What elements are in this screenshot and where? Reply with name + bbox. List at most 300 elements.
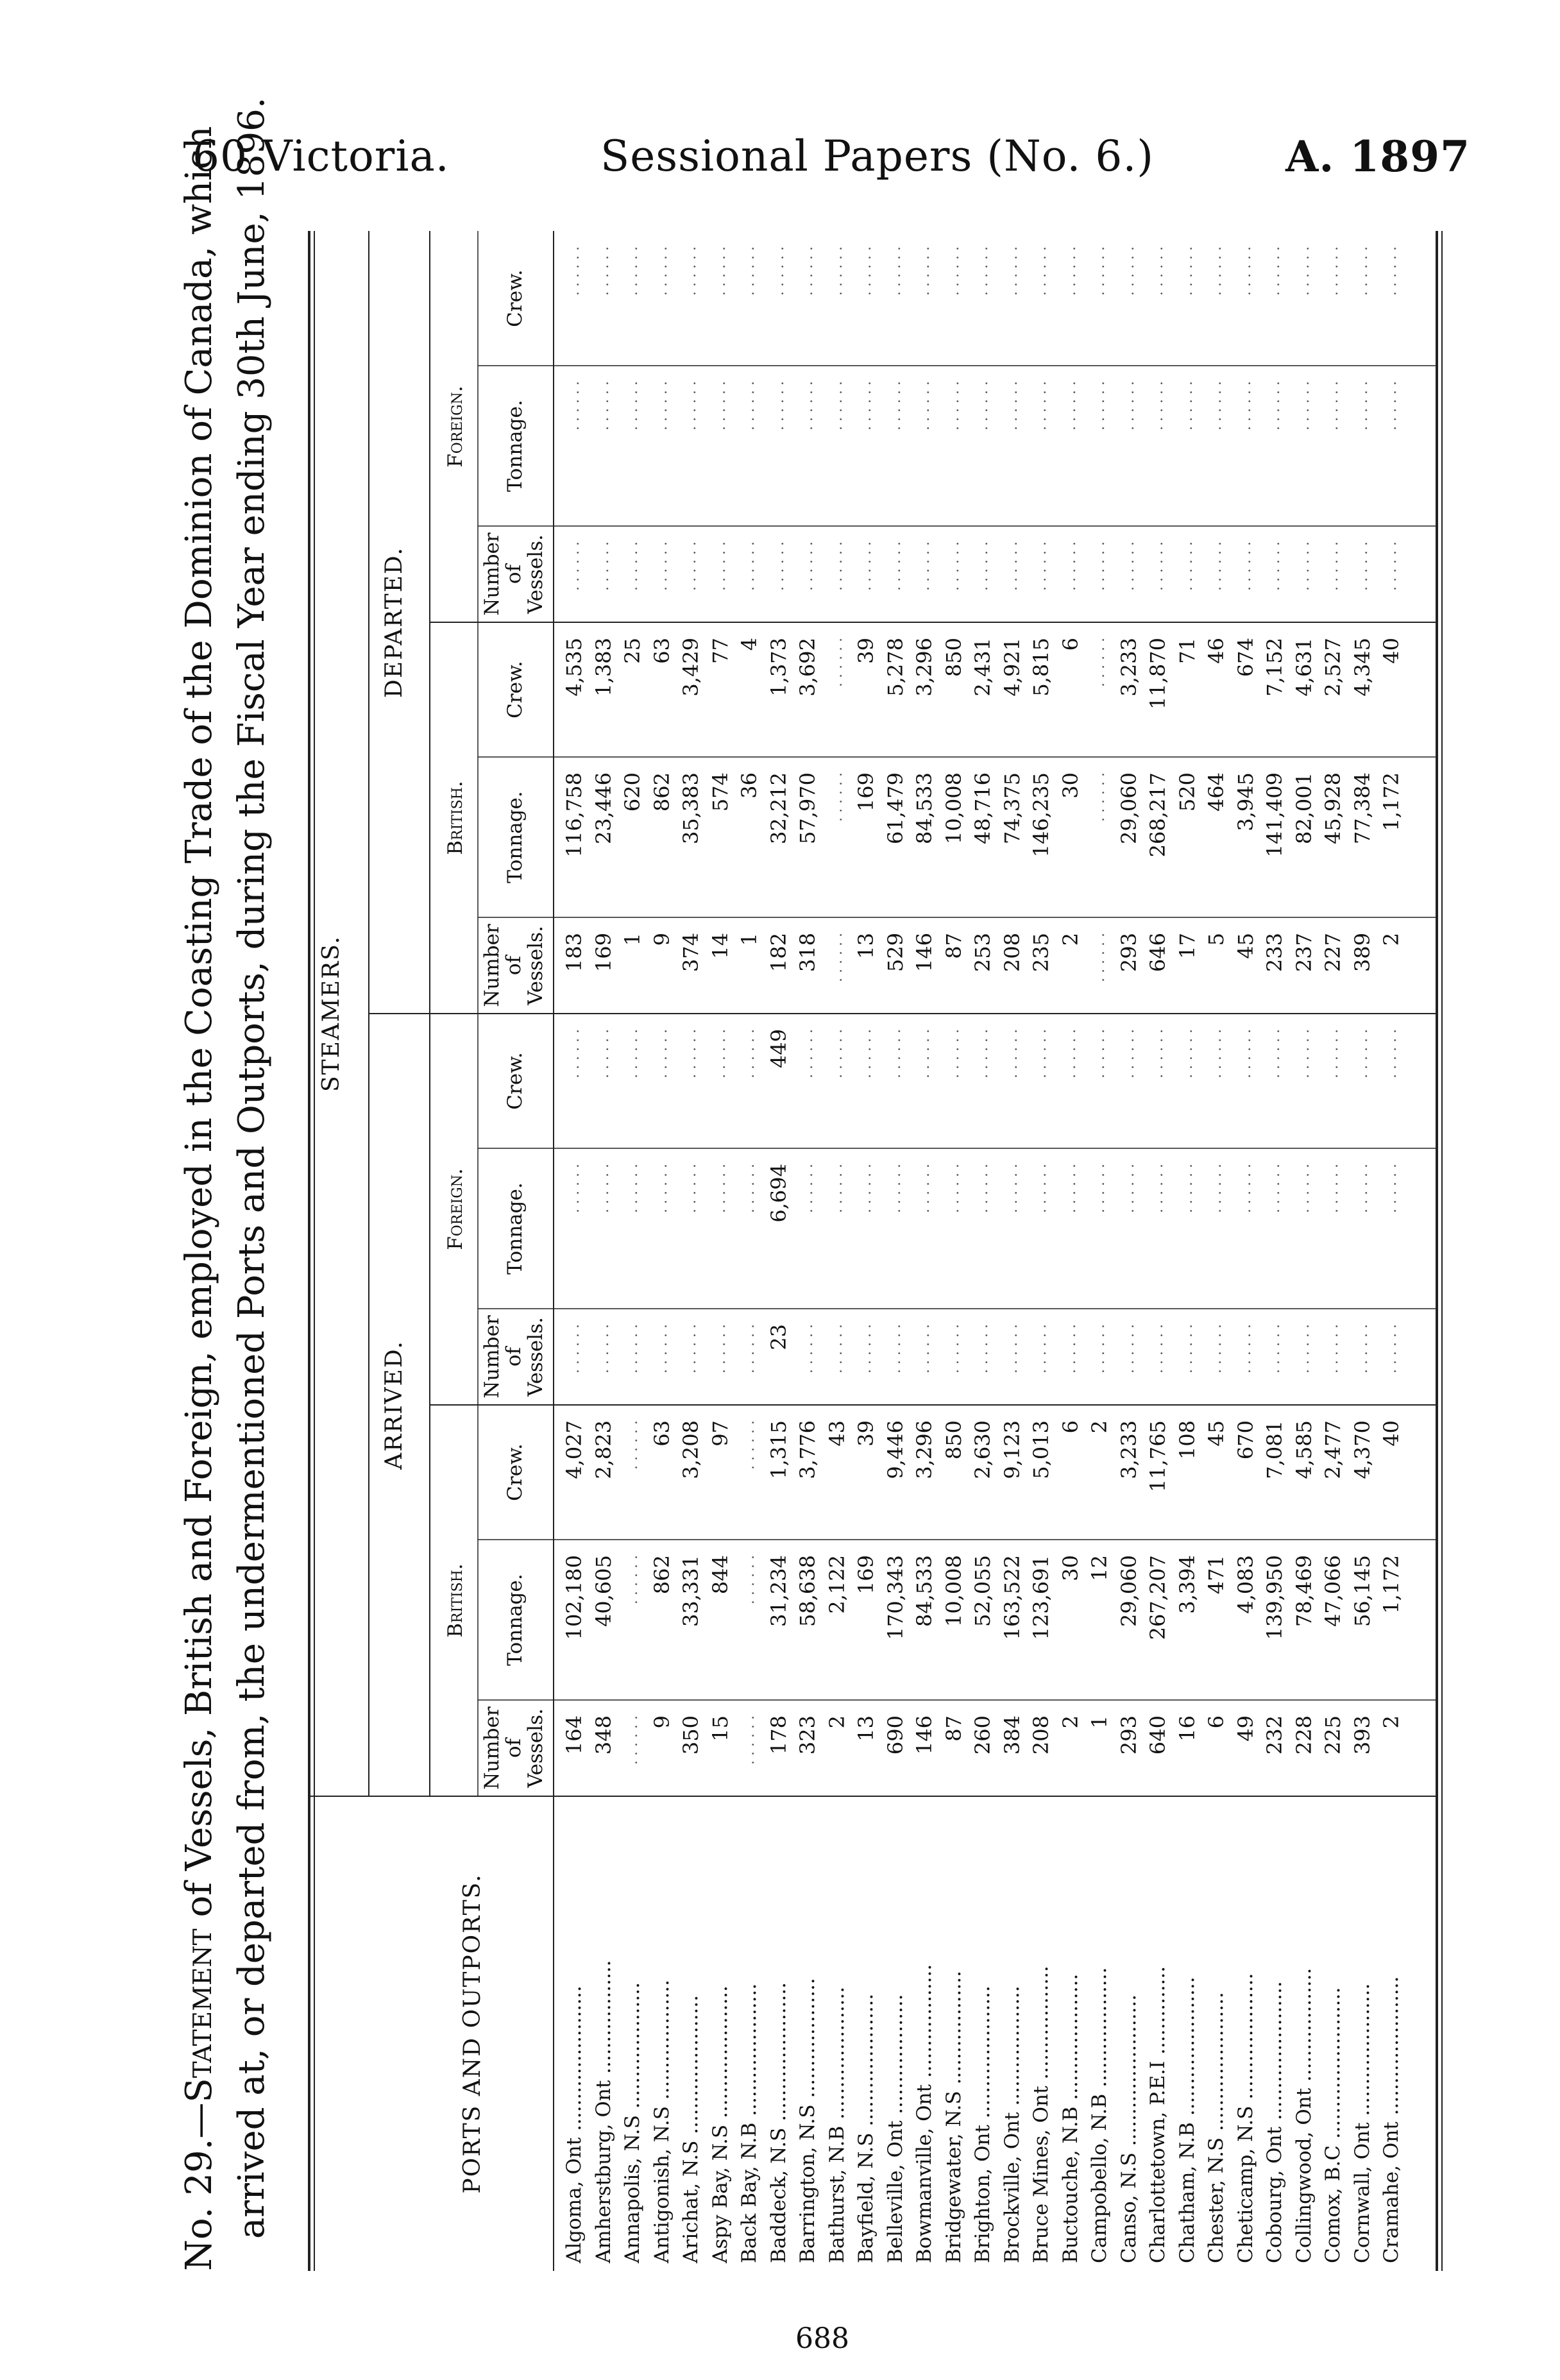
leader-dots: . . . . . . (595, 1029, 612, 1078)
leader-dots: . . . . . . (800, 541, 816, 591)
leader-dots: . . . . . . (917, 246, 933, 296)
table-cell-a_num: 2 (1058, 1715, 1083, 1729)
header-arrived-foreign: Foreign. (444, 1168, 467, 1250)
table-cell-d_num: 208 (999, 933, 1024, 973)
leader-dots: . . . . . . (1092, 1164, 1108, 1213)
leader-dots: . . . . . . (712, 1029, 729, 1078)
table-cell-d_num: 253 (971, 933, 995, 973)
leader-dots: . . . . . . (683, 1029, 699, 1078)
leader-dots: . . . . . . (654, 1164, 670, 1213)
leader-dots: . . . . . . (712, 246, 729, 296)
table-cell-a_num: 350 (679, 1715, 703, 1755)
subheader-vessels: Vessels. (524, 1708, 547, 1788)
table-cell-d_num: 182 (766, 933, 791, 973)
table-cell-d_ton: 574 (708, 772, 733, 812)
statement-lead: Statement (178, 1928, 220, 2103)
table-cell-a_crew: 2,823 (591, 1420, 616, 1479)
leader-dots: . . . . . . (1208, 246, 1225, 296)
subheader-number-of-vessels (481, 526, 547, 622)
table-cell-a_num: 164 (562, 1715, 586, 1755)
table-cell-d_ton: 61,479 (883, 772, 908, 844)
leader-dots: . . . . . . (1237, 1029, 1254, 1078)
leader-dots: . . . . . . (800, 1029, 816, 1078)
subheader-of: of (502, 564, 525, 584)
table-cell-d_crew: 46 (1204, 638, 1228, 664)
leader-dots: . . . . . . (1384, 246, 1400, 296)
header-departed-british: British. (444, 781, 467, 855)
table-cell-a_ton: 12 (1087, 1555, 1112, 1581)
leader-dots: . . . . . . (1296, 381, 1312, 430)
leader-dots: . . . . . . (1179, 381, 1196, 430)
subheader-number-of-vessels (481, 1700, 547, 1796)
table-cell-d_num: 646 (1146, 933, 1170, 973)
leader-dots: . . . . . . (1033, 246, 1049, 296)
leader-dots: . . . . . . (917, 541, 933, 591)
leader-dots: . . . . . . (683, 1324, 699, 1373)
header-session: 60 Victoria. (192, 132, 450, 181)
table-cell-a_ton: 267,207 (1146, 1555, 1170, 1640)
leader-dots: . . . . . . (945, 1164, 962, 1213)
header-steamers: STEAMERS. (318, 935, 344, 1092)
leader-dots: . . . . . . (945, 1324, 962, 1373)
leader-dots: . . . . . . (1121, 1029, 1137, 1078)
leader-dots: . . . . . . (1325, 1324, 1341, 1373)
table-cell-a_num: 228 (1291, 1715, 1316, 1755)
table-cell-d_num: 374 (679, 933, 703, 973)
table-cell-a_num: 2 (1379, 1715, 1403, 1729)
port-name: Baddeck, N.S ...................... (767, 1982, 790, 2263)
leader-dots: . . . . . . (742, 541, 758, 591)
table-cell-a_crew: 2 (1087, 1420, 1112, 1434)
leader-dots: . . . . . . (1150, 381, 1166, 430)
table-cell-d_ton: 77,384 (1350, 772, 1375, 844)
header-departed-foreign: Foreign. (444, 386, 467, 468)
table-cell-a_num: 49 (1233, 1715, 1258, 1742)
table-cell-a_ton: 58,638 (795, 1555, 820, 1627)
table-cell-af_num: 23 (766, 1324, 791, 1350)
table-cell-d_num: 9 (649, 933, 674, 946)
leader-dots: . . . . . . (742, 381, 758, 430)
table-cell-d_num: 146 (912, 933, 937, 973)
coasting-trade-table (308, 231, 1469, 2271)
leader-dots: . . . . . . (1179, 246, 1196, 296)
leader-dots: . . . . . . (1150, 1324, 1166, 1373)
table-cell-a_crew: 9,123 (999, 1420, 1024, 1479)
port-name: Canso, N.S ........................ (1117, 1994, 1140, 2263)
port-name: Campobello, N.B ................... (1088, 1967, 1111, 2263)
leader-dots: . . . . . . (742, 1555, 758, 1604)
table-cell-d_crew: 674 (1233, 638, 1258, 677)
table-cell-d_ton: 10,008 (941, 772, 966, 844)
port-name: Cramahe, Ont ...................... (1380, 1976, 1403, 2263)
table-cell-d_ton: 862 (649, 772, 674, 812)
table-cell-a_crew: 6 (1058, 1420, 1083, 1434)
leader-dots: . . . . . . (1296, 541, 1312, 591)
table-cell-a_crew: 43 (824, 1420, 849, 1447)
port-name: Antigonish, N.S ................... (650, 1979, 674, 2263)
table-cell-d_num: 529 (883, 933, 908, 973)
leader-dots: . . . . . . (829, 1029, 845, 1078)
table-cell-d_crew: 7,152 (1262, 638, 1287, 697)
table-cell-d_num: 1 (737, 933, 761, 946)
leader-dots: . . . . . . (917, 381, 933, 430)
leader-dots: . . . . . . (1267, 1324, 1283, 1373)
table-cell-a_ton: 47,066 (1321, 1555, 1345, 1627)
table-cell-a_crew: 97 (708, 1420, 733, 1447)
table-cell-d_ton: 82,001 (1291, 772, 1316, 844)
leader-dots: . . . . . . (1208, 541, 1225, 591)
leader-dots: . . . . . . (742, 1715, 758, 1765)
header-ports: PORTS AND OUTPORTS. (459, 1873, 486, 2194)
leader-dots: . . . . . . (917, 1164, 933, 1213)
table-cell-d_crew: 3,429 (679, 638, 703, 697)
subheader-crew: Crew. (504, 661, 527, 718)
table-cell-af_crew: 449 (766, 1029, 791, 1069)
table-cell-a_crew: 39 (854, 1420, 878, 1447)
table-cell-d_num: 14 (708, 933, 733, 959)
table-cell-d_num: 318 (795, 933, 820, 973)
port-name: Amherstburg, Ont .................. (591, 1960, 615, 2263)
table-cell-a_ton: 3,394 (1174, 1555, 1200, 1614)
table-cell-d_crew: 63 (649, 638, 674, 664)
leader-dots: . . . . . . (742, 1324, 758, 1373)
table-cell-d_crew: 4,921 (999, 638, 1024, 697)
table-cell-a_crew: 3,208 (679, 1420, 703, 1479)
table-cell-d_crew: 4,535 (562, 638, 586, 697)
table-cell-d_num: 1 (620, 933, 645, 946)
table-cell-a_crew: 2,630 (971, 1420, 995, 1479)
leader-dots: . . . . . . (1384, 541, 1400, 591)
table-cell-d_crew: 2,431 (971, 638, 995, 697)
table-cell-a_ton: 78,469 (1291, 1555, 1316, 1627)
port-name: Annapolis, N.S .................... (621, 1982, 644, 2263)
table-cell-a_crew: 40 (1379, 1420, 1403, 1447)
table-cell-d_crew: 4,345 (1350, 638, 1375, 697)
table-cell-a_num: 178 (766, 1715, 791, 1755)
leader-dots: . . . . . . (595, 381, 612, 430)
table-cell-a_ton: 163,522 (999, 1555, 1024, 1640)
table-cell-d_ton: 32,212 (766, 772, 791, 844)
leader-dots: . . . . . . (625, 246, 641, 296)
leader-dots: . . . . . . (712, 381, 729, 430)
subheader-number: Number (480, 924, 504, 1007)
leader-dots: . . . . . . (1354, 381, 1371, 430)
leader-dots: . . . . . . (1325, 541, 1341, 591)
leader-dots: . . . . . . (975, 246, 991, 296)
table-cell-a_ton: 169 (854, 1555, 878, 1595)
leader-dots: . . . . . . (1237, 541, 1254, 591)
leader-dots: . . . . . . (654, 381, 670, 430)
table-cell-d_ton: 520 (1174, 772, 1200, 812)
table-cell-a_ton: 84,533 (912, 1555, 937, 1627)
leader-dots: . . . . . . (566, 246, 582, 296)
table-cell-a_num: 15 (708, 1715, 733, 1742)
table-cell-d_num: 45 (1233, 933, 1258, 959)
leader-dots: . . . . . . (1092, 1029, 1108, 1078)
leader-dots: . . . . . . (1354, 1324, 1371, 1373)
port-name: Bridgewater, N.S .................. (942, 1971, 965, 2263)
leader-dots: . . . . . . (1179, 1324, 1196, 1373)
leader-dots: . . . . . . (858, 1029, 874, 1078)
subheader-tonnage: Tonnage. (504, 791, 527, 883)
leader-dots: . . . . . . (975, 381, 991, 430)
subheader-tonnage: Tonnage. (504, 1574, 527, 1666)
leader-dots: . . . . . . (625, 541, 641, 591)
port-name: Cheticamp, N.S .................... (1234, 1973, 1257, 2263)
statement-title: No. 29.—Statement of Vessels, British and Foreign, employed in the Coasting Trade of the Dominion of Canada, which arrived at, or departed from, the undermentioned Ports and Outports, during the Fiscal Year ending 30th June, 1896. (173, 231, 295, 2271)
port-name: Bruce Mines, Ont .................. (1030, 1966, 1053, 2263)
statement-title-line1: of Vessels, British and Foreign, employed in the Coasting Trade of the Dominion of Canada, which (178, 126, 220, 1917)
leader-dots: . . . . . . (829, 381, 845, 430)
leader-dots: . . . . . . (1208, 1029, 1225, 1078)
leader-dots: . . . . . . (625, 1029, 641, 1078)
leader-dots: . . . . . . (742, 1420, 758, 1470)
table-cell-d_crew: 77 (708, 638, 733, 664)
table-cell-a_ton: 170,343 (883, 1555, 908, 1640)
leader-dots: . . . . . . (566, 1324, 582, 1373)
leader-dots: . . . . . . (683, 381, 699, 430)
table-cell-a_num: 13 (854, 1715, 878, 1742)
table-cell-d_crew: 3,692 (795, 638, 820, 697)
table-cell-a_crew: 3,296 (912, 1420, 937, 1479)
leader-dots: . . . . . . (887, 1324, 904, 1373)
leader-dots: . . . . . . (1033, 1029, 1049, 1078)
table-cell-d_crew: 850 (941, 638, 966, 677)
table-cell-d_num: 237 (1291, 933, 1316, 973)
leader-dots: . . . . . . (887, 381, 904, 430)
leader-dots: . . . . . . (1092, 933, 1108, 982)
subheader-vessels: Vessels. (524, 1317, 547, 1397)
leader-dots: . . . . . . (887, 1029, 904, 1078)
header-year: A. 1897 (1285, 132, 1470, 182)
table-cell-d_num: 2 (1379, 933, 1403, 946)
leader-dots: . . . . . . (1150, 541, 1166, 591)
table-cell-a_num: 1 (1087, 1715, 1112, 1729)
leader-dots: . . . . . . (683, 1164, 699, 1213)
leader-dots: . . . . . . (1384, 1324, 1400, 1373)
table-cell-a_num: 690 (883, 1715, 908, 1755)
leader-dots: . . . . . . (975, 1164, 991, 1213)
port-name: Brighton, Ont ..................... (971, 1985, 994, 2263)
leader-dots: . . . . . . (1296, 1164, 1312, 1213)
leader-dots: . . . . . . (1325, 381, 1341, 430)
leader-dots: . . . . . . (742, 246, 758, 296)
leader-dots: . . . . . . (1208, 1324, 1225, 1373)
table-cell-a_num: 232 (1262, 1715, 1287, 1755)
leader-dots: . . . . . . (887, 541, 904, 591)
leader-dots: . . . . . . (800, 1324, 816, 1373)
subheader-vessels: Vessels. (524, 926, 547, 1005)
table-cell-d_num: 293 (1116, 933, 1141, 973)
table-cell-a_crew: 670 (1233, 1420, 1258, 1460)
port-name: Chester, N.S ...................... (1205, 1992, 1228, 2263)
table-cell-d_ton: 464 (1204, 772, 1228, 812)
leader-dots: . . . . . . (917, 1324, 933, 1373)
port-name: Aspy Bay, N.S ..................... (708, 1985, 732, 2263)
table-cell-d_num: 227 (1321, 933, 1345, 973)
table-cell-af_ton: 6,694 (766, 1164, 791, 1223)
table-cell-d_ton: 30 (1058, 772, 1083, 799)
leader-dots: . . . . . . (1384, 1164, 1400, 1213)
leader-dots: . . . . . . (683, 246, 699, 296)
leader-dots: . . . . . . (1062, 1324, 1079, 1373)
subheader-of: of (502, 1347, 525, 1367)
leader-dots: . . . . . . (858, 1324, 874, 1373)
leader-dots: . . . . . . (975, 541, 991, 591)
leader-dots: . . . . . . (1354, 1164, 1371, 1213)
leader-dots: . . . . . . (625, 1420, 641, 1470)
leader-dots: . . . . . . (712, 541, 729, 591)
port-name: Bowmanville, Ont .................. (913, 1964, 936, 2263)
table-cell-a_num: 384 (999, 1715, 1024, 1755)
table-cell-a_num: 2 (824, 1715, 849, 1729)
leader-dots: . . . . . . (1121, 246, 1137, 296)
leader-dots: . . . . . . (917, 1029, 933, 1078)
leader-dots: . . . . . . (945, 381, 962, 430)
port-name: Bathurst, N.B ..................... (825, 1986, 849, 2263)
table-cell-d_ton: 36 (737, 772, 761, 799)
port-name: Brockville, Ont ................... (1000, 1985, 1024, 2263)
table-cell-a_ton: 33,331 (679, 1555, 703, 1627)
leader-dots: . . . . . . (625, 1555, 641, 1604)
table-cell-d_ton: 29,060 (1116, 772, 1141, 844)
table-cell-a_crew: 2,477 (1321, 1420, 1345, 1479)
leader-dots: . . . . . . (1033, 1164, 1049, 1213)
subheader-tonnage: Tonnage. (504, 400, 527, 492)
leader-dots: . . . . . . (1267, 381, 1283, 430)
table-cell-d_crew: 5,815 (1029, 638, 1053, 697)
table-cell-d_crew: 1,383 (591, 638, 616, 697)
subheader-number-of-vessels (481, 917, 547, 1014)
subheader-tonnage: Tonnage. (504, 1182, 527, 1275)
leader-dots: . . . . . . (1033, 381, 1049, 430)
leader-dots: . . . . . . (1062, 541, 1079, 591)
leader-dots: . . . . . . (800, 246, 816, 296)
table-cell-a_crew: 63 (649, 1420, 674, 1447)
leader-dots: . . . . . . (1354, 541, 1371, 591)
leader-dots: . . . . . . (829, 638, 845, 687)
leader-dots: . . . . . . (742, 1164, 758, 1213)
table-cell-a_ton: 30 (1058, 1555, 1083, 1581)
table-cell-d_num: 235 (1029, 933, 1053, 973)
leader-dots: . . . . . . (1237, 381, 1254, 430)
leader-dots: . . . . . . (566, 1029, 582, 1078)
leader-dots: . . . . . . (1121, 1164, 1137, 1213)
table-cell-a_num: 6 (1204, 1715, 1228, 1729)
table-cell-d_crew: 1,373 (766, 638, 791, 697)
leader-dots: . . . . . . (1384, 1029, 1400, 1078)
table-cell-a_num: 208 (1029, 1715, 1053, 1755)
table-cell-a_ton: 102,180 (562, 1555, 586, 1640)
leader-dots: . . . . . . (595, 246, 612, 296)
leader-dots: . . . . . . (829, 541, 845, 591)
leader-dots: . . . . . . (1237, 1324, 1254, 1373)
table-cell-d_crew: 4,631 (1291, 638, 1316, 697)
leader-dots: . . . . . . (975, 1324, 991, 1373)
table-cell-a_ton: 1,172 (1379, 1555, 1403, 1614)
leader-dots: . . . . . . (654, 541, 670, 591)
table-cell-d_crew: 2,527 (1321, 638, 1345, 697)
table-cell-d_ton: 620 (620, 772, 645, 812)
table-cell-a_ton: 10,008 (941, 1555, 966, 1627)
leader-dots: . . . . . . (1062, 246, 1079, 296)
port-name: Comox, B.C ........................ (1321, 1987, 1344, 2263)
table-cell-a_num: 9 (649, 1715, 674, 1729)
subheader-crew: Crew. (504, 269, 527, 327)
table-cell-d_crew: 3,233 (1116, 638, 1141, 697)
table-cell-a_ton: 29,060 (1116, 1555, 1141, 1627)
leader-dots: . . . . . . (858, 1164, 874, 1213)
leader-dots: . . . . . . (829, 772, 845, 822)
table-cell-d_crew: 39 (854, 638, 878, 664)
leader-dots: . . . . . . (1004, 541, 1021, 591)
leader-dots: . . . . . . (945, 246, 962, 296)
leader-dots: . . . . . . (1296, 1324, 1312, 1373)
leader-dots: . . . . . . (829, 246, 845, 296)
leader-dots: . . . . . . (1004, 246, 1021, 296)
table-cell-d_ton: 146,235 (1029, 772, 1053, 858)
table-cell-d_crew: 4 (737, 638, 761, 651)
leader-dots: . . . . . . (800, 381, 816, 430)
port-name: Bayfield, N.S ..................... (854, 1993, 878, 2263)
table-cell-a_ton: 40,605 (591, 1555, 616, 1627)
table-cell-d_ton: 1,172 (1379, 772, 1403, 831)
table-cell-d_num: 17 (1174, 933, 1200, 959)
table-cell-a_crew: 108 (1174, 1420, 1200, 1460)
leader-dots: . . . . . . (770, 246, 787, 296)
leader-dots: . . . . . . (858, 381, 874, 430)
table-cell-a_crew: 1,315 (766, 1420, 791, 1479)
table-cell-d_num: 233 (1262, 933, 1287, 973)
leader-dots: . . . . . . (654, 246, 670, 296)
leader-dots: . . . . . . (595, 541, 612, 591)
table-cell-d_ton: 45,928 (1321, 772, 1345, 844)
leader-dots: . . . . . . (1092, 541, 1108, 591)
table-cell-d_num: 2 (1058, 933, 1083, 946)
leader-dots: . . . . . . (625, 1324, 641, 1373)
leader-dots: . . . . . . (1179, 541, 1196, 591)
leader-dots: . . . . . . (829, 1164, 845, 1213)
leader-dots: . . . . . . (1004, 1029, 1021, 1078)
table-cell-a_num: 323 (795, 1715, 820, 1755)
leader-dots: . . . . . . (742, 1029, 758, 1078)
table-cell-a_crew: 9,446 (883, 1420, 908, 1479)
leader-dots: . . . . . . (712, 1164, 729, 1213)
leader-dots: . . . . . . (1237, 246, 1254, 296)
leader-dots: . . . . . . (1325, 1029, 1341, 1078)
table-cell-a_crew: 45 (1204, 1420, 1228, 1447)
table-cell-a_ton: 31,234 (766, 1555, 791, 1627)
table-cell-a_ton: 123,691 (1029, 1555, 1053, 1640)
leader-dots: . . . . . . (566, 541, 582, 591)
leader-dots: . . . . . . (945, 1029, 962, 1078)
leader-dots: . . . . . . (1004, 1164, 1021, 1213)
header-arrived-british: British. (444, 1563, 467, 1638)
statement-title-line2: arrived at, or departed from, the undermentioned Ports and Outports, during the Fiscal Year ending 30th June, 1896. (231, 97, 273, 2239)
table-cell-d_ton: 23,446 (591, 772, 616, 844)
table-cell-a_ton: 4,083 (1233, 1555, 1258, 1614)
table-cell-a_ton: 2,122 (824, 1555, 849, 1614)
leader-dots: . . . . . . (712, 1324, 729, 1373)
leader-dots: . . . . . . (566, 1164, 582, 1213)
leader-dots: . . . . . . (1325, 246, 1341, 296)
subheader-number: Number (480, 1706, 504, 1790)
leader-dots: . . . . . . (654, 1324, 670, 1373)
leader-dots: . . . . . . (1267, 541, 1283, 591)
leader-dots: . . . . . . (1267, 1029, 1283, 1078)
statement-number: No. 29. (178, 2138, 220, 2271)
leader-dots: . . . . . . (858, 246, 874, 296)
